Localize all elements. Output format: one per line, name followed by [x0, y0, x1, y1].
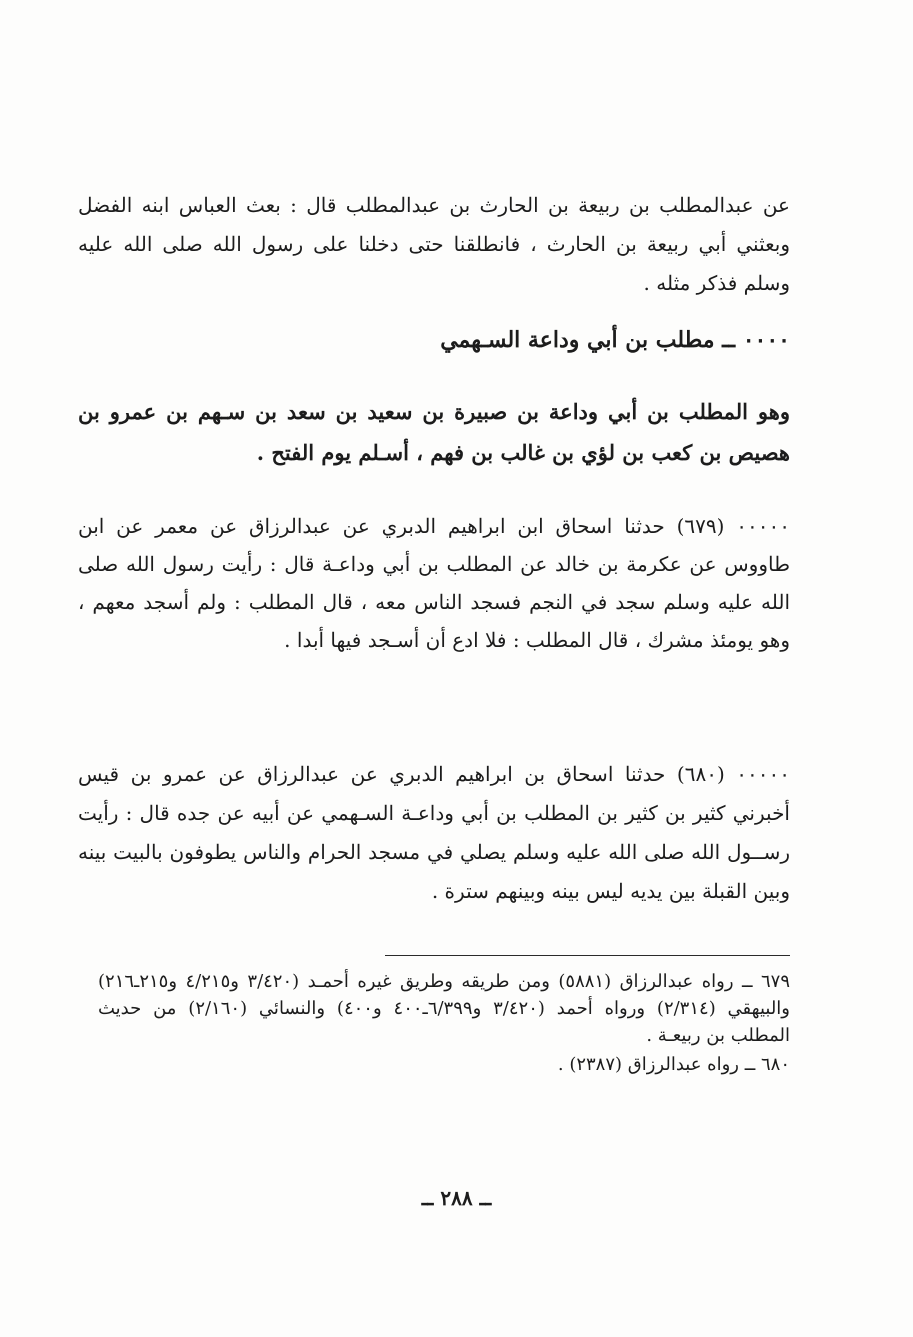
- footnotes-section: [98, 968, 790, 1080]
- hadith-680-paragraph: ٠٠٠٠٠ (٦٨٠) حدثنا اسحاق بن ابراهيم الدبري عن عبدالرزاق عن عمرو بن قيس أخبرني كثير بن كثير بن المطلب بن أبي وداعـة السـهمي عن أبيه عن جده قال : رأيت رســول الله صلى الله عليه وسلم يصلي في مسجد الحرام والناس يطوفون بالبيت بينه وبين القبلة بين يديه ليس بينه وبينهم سترة .: [78, 762, 790, 903]
- page-number: ــ ٢٨٨ ــ: [421, 1186, 492, 1210]
- section-heading: ٠٠٠٠ ــ مطلب بن أبي وداعة السـهمي: [440, 327, 790, 353]
- intro-paragraph: عن عبدالمطلب بن ربيعة بن الحارث بن عبدالمطلب قال : بعث العباس ابنه الفضل وبعثني أبي ربيعة بن الحارث ، فانطلقنا حتى دخلنا على رسول الله صلى الله عليه وسلم فذكر مثله .: [78, 193, 790, 295]
- biography-paragraph: وهو المطلب بن أبي وداعة بن صبيرة بن سعيد بن سعد بن سـهم بن عمرو بن هصيص بن كعب بن لؤي بن غالب بن فهم ، أسـلم يوم الفتح .: [78, 399, 790, 465]
- footnote-680: ٦٨٠ ــ رواه عبدالرزاق (٢٣٨٧) .: [557, 1054, 790, 1075]
- footnote-679: ٦٧٩ ــ رواه عبدالرزاق (٥٨٨١) ومن طريقه وطريق غيره أحمـد (٣/٤٢٠ و٤/٢١٥ و٢١٥ـ٢١٦) والبيهقي (٢/٣١٤) ورواه أحمد (٣/٤٢٠ و٦/٣٩٩ـ٤٠٠ و٤٠٠) والنسائي (٢/١٦٠) من حديث المطلب بن ربيعـة .: [98, 971, 791, 1046]
- footnote-divider: [385, 955, 790, 956]
- hadith-679-paragraph: ٠٠٠٠٠ (٦٧٩) حدثنا اسحاق ابن ابراهيم الدبري عن عبدالرزاق عن معمر عن ابن طاووس عن عكرمة بن خالد عن المطلب بن أبي وداعـة قال : رأيت رسول الله صلى الله عليه وسلم سجد في النجم فسجد الناس معه ، قال المطلب : ولم أسجد معهم ، وهو يومئذ مشرك ، قال المطلب : فلا ادع أن أسـجد فيها أبدا .: [78, 514, 790, 652]
